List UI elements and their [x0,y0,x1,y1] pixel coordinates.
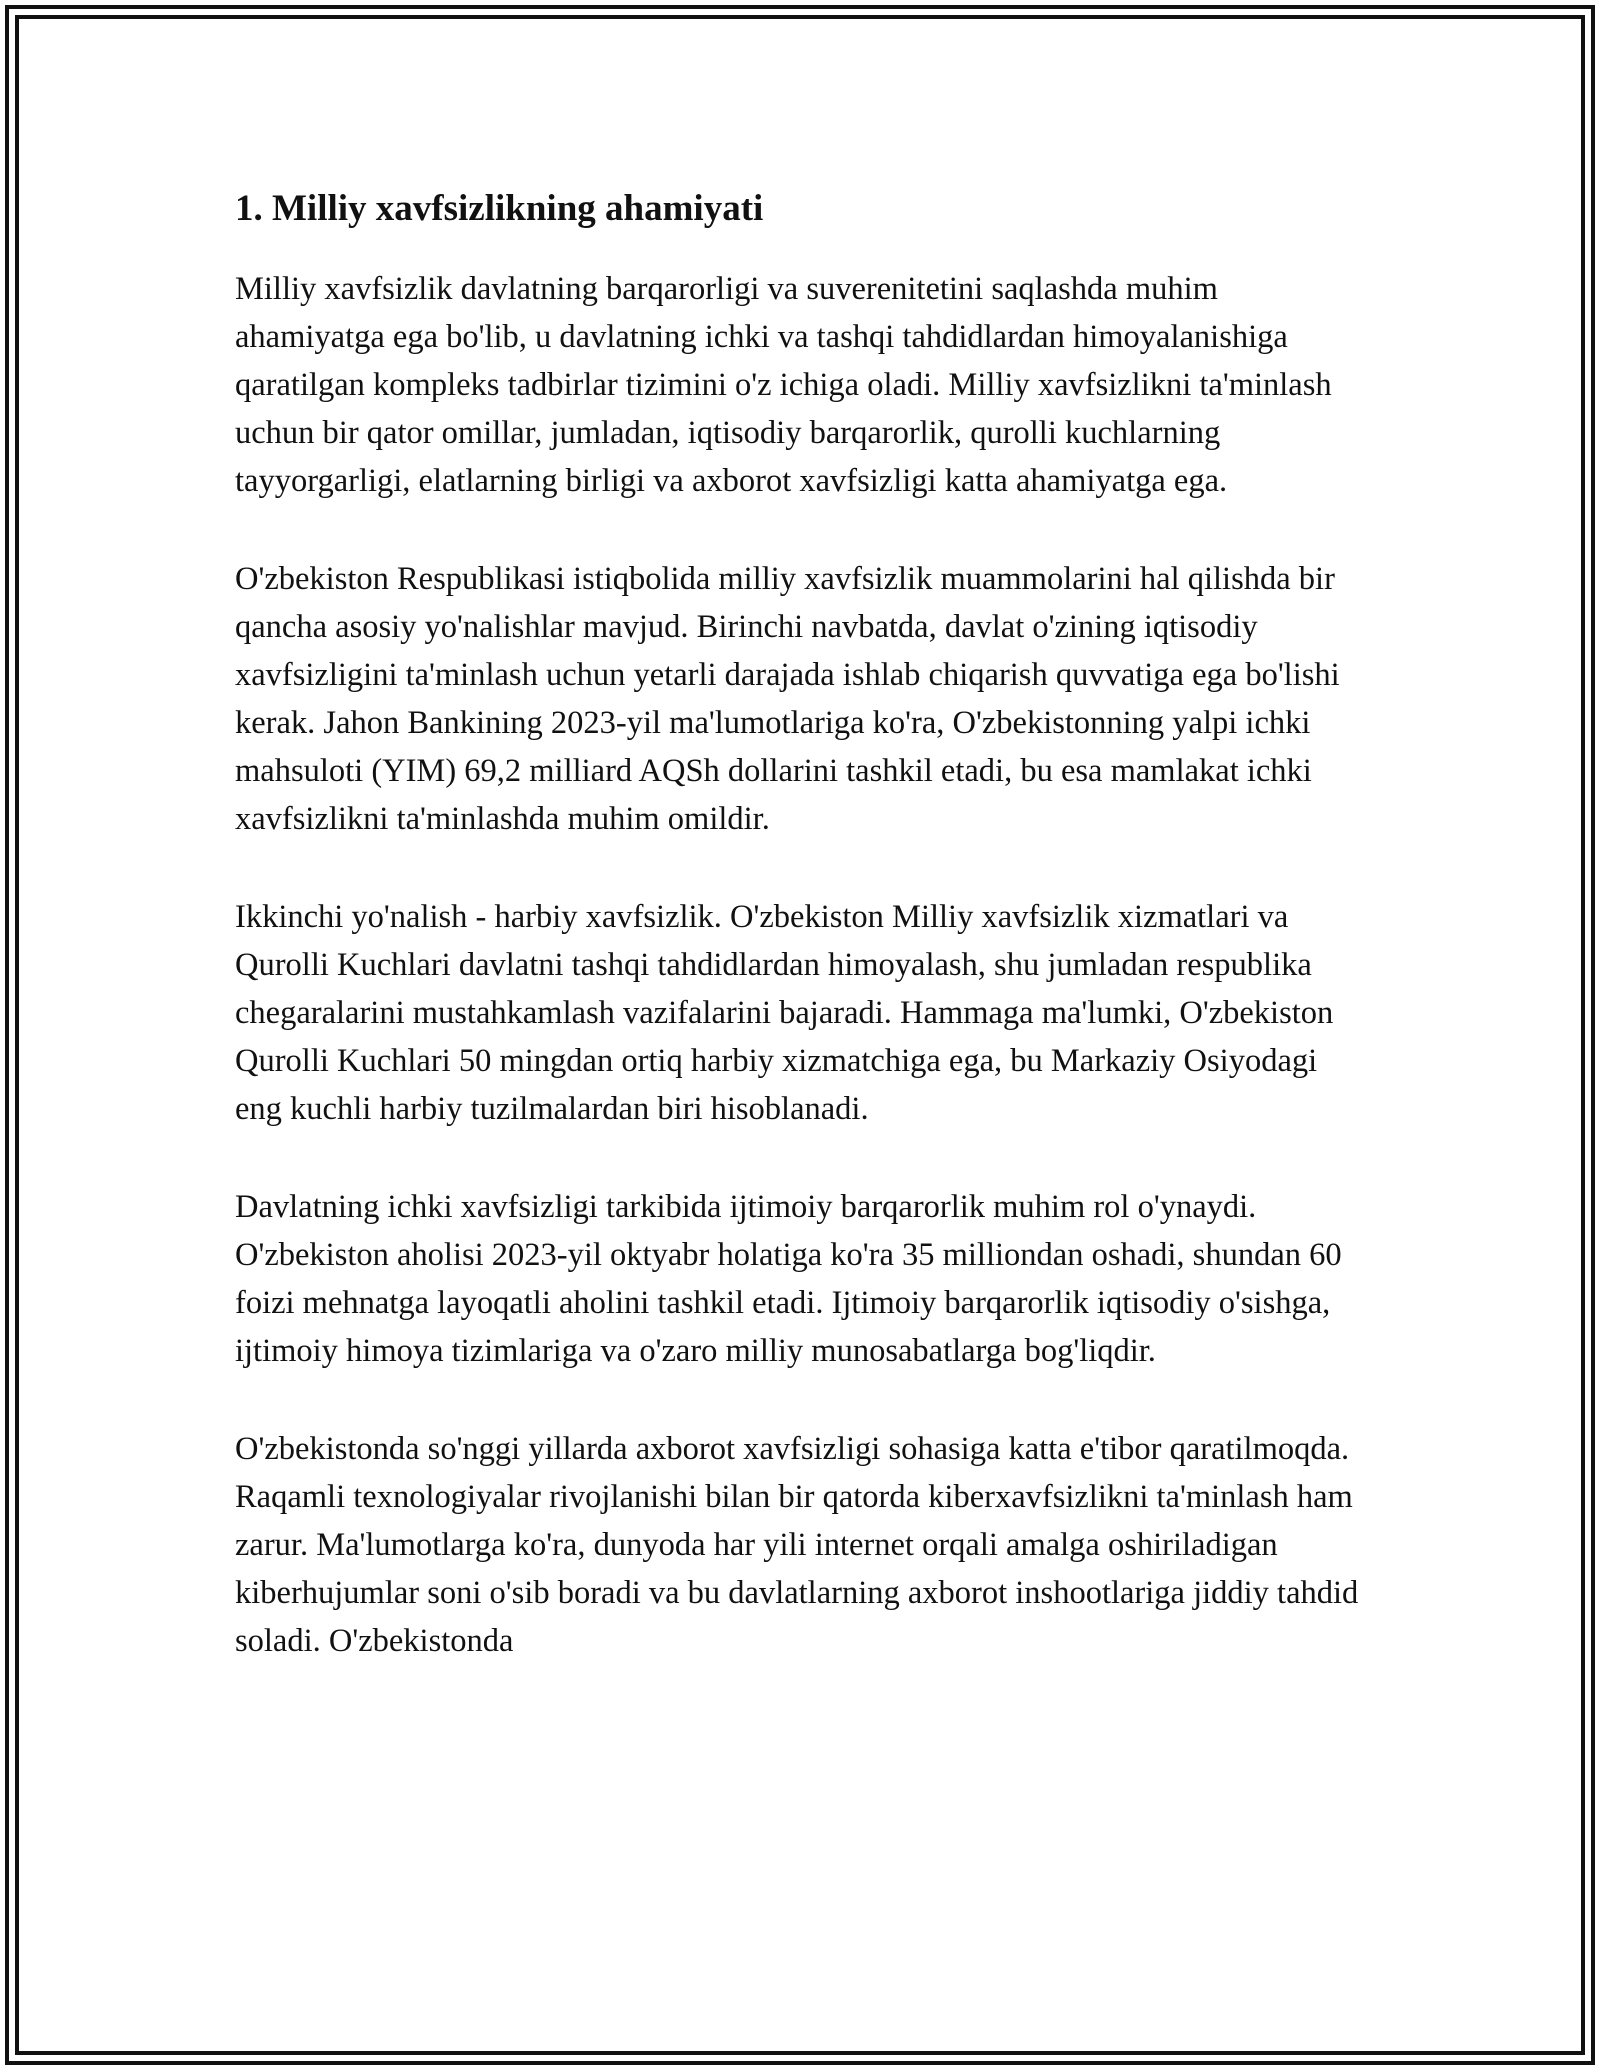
paragraph-1: Milliy xavfsizlik davlatning barqarorligi va suverenitetini saqlashda muhim ahamiyatga ega bo'lib, u davlatning ichki va tashqi tahdidlardan himoyalanishiga qaratilgan kompleks tadbirlar tizimini o'z ichiga oladi. Milliy xavfsizlikni ta'minlash uchun bir qator omillar, jumladan, iqtisodiy barqarorlik, qurolli kuchlarning tayyorgarligi, elatlarning birligi va axborot xavfsizligi katta ahamiyatga ega. [235,271,1332,499]
paragraph-3: Ikkinchi yo'nalish - harbiy xavfsizlik. O'zbekiston Milliy xavfsizlik xizmatlari va Qurolli Kuchlari davlatni tashqi tahdidlardan himoyalash, shu jumladan respublika chegaralarini mustahkamlash vazifalarini bajaradi. Hammaga ma'lumki, O'zbekiston Qurolli Kuchlari 50 mingdan ortiq harbiy xizmatchiga ega, bu Markaziy Osiyodagi eng kuchli harbiy tuzilmalardan biri hisoblanadi. [235,899,1334,1127]
document-body [235,187,1365,1715]
section-heading: 1. Milliy xavfsizlikning ahamiyati [235,188,764,229]
paragraph-5: O'zbekistonda so'nggi yillarda axborot xavfsizligi sohasiga katta e'tibor qaratilmoqda. Raqamli texnologiyalar rivojlanishi bilan bir qatorda kiberxavfsizlikni ta'minlash ham zarur. Ma'lumotlarga ko'ra, dunyoda har yili internet orqali amalga oshiriladigan kiberhujumlar soni o'sib boradi va bu davlatlarning axborot inshootlariga jiddiy tahdid soladi. O'zbekistonda [235,1431,1359,1659]
paragraph-2: O'zbekiston Respublikasi istiqbolida milliy xavfsizlik muammolarini hal qilishda bir qancha asosiy yo'nalishlar mavjud. Birinchi navbatda, davlat o'zining iqtisodiy xavfsizligini ta'minlash uchun yetarli darajada ishlab chiqarish quvvatiga ega bo'lishi kerak. Jahon Bankining 2023-yil ma'lumotlariga ko'ra, O'zbekistonning yalpi ichki mahsuloti (YIM) 69,2 milliard AQSh dollarini tashkil etadi, bu esa mamlakat ichki xavfsizlikni ta'minlashda muhim omildir. [235,561,1340,837]
paragraph-4: Davlatning ichki xavfsizligi tarkibida ijtimoiy barqarorlik muhim rol o'ynaydi. O'zbekiston aholisi 2023-yil oktyabr holatiga ko'ra 35 milliondan oshadi, shundan 60 foizi mehnatga layoqatli aholini tashkil etadi. Ijtimoiy barqarorlik iqtisodiy o'sishga, ijtimoiy himoya tizimlariga va o'zaro milliy munosabatlarga bog'liqdir. [235,1189,1342,1369]
